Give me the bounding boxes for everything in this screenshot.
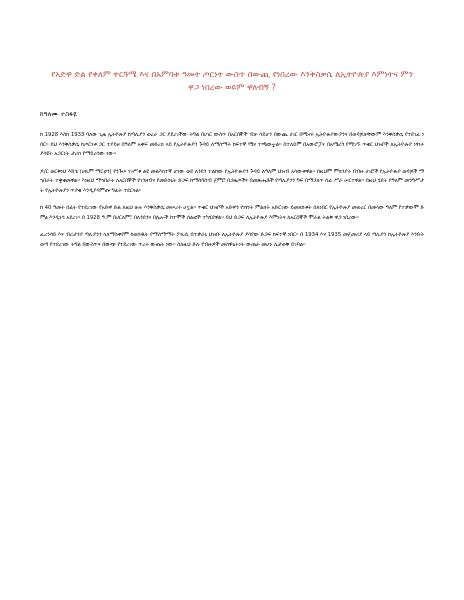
paragraph-2: ዶ/ር ወርቅነህ እሸቴ (ሀኪም ማርቲን) የንጉሠ ነገሥቱ ልዩ መልእክተኛ ሆነው ወደ ለንደን ተልከው የኢትዮጵያን ጉዳይ ለዓለም ህዝብ አሳውቀዋል። በዚህም ምክንያት በብዙ ሀገሮች የኢትዮጵያ ወዳጆች ማኅበራት ተቋቁመዋል። እነዚህ ማኅበራት ለአርበኞች የገንዘብና የመድኃኒት ድጋፍ ከማሰባሰብ ጀምሮ በጋዜጦችና በመጽሔቶች የጣሊያንን ግፍ በማጋለጥ ሰፊ ሥራ ሠርተዋል። በዚህ ሂደት የዓለም መንግሥታት የኢትዮጵያን ጥያቄ እንዲያዳምጡ ግፊት ተደርጓል። bbox=[40, 168, 424, 194]
paragraph-4: ፈረንሳይ እና ብሪታንያ ጣሊያንን ላለማስቀየም ከወሰዱት የማስማማት ፖሊሲ በተቃራኒ ህዝቡ ለኢትዮጵያ ያሳየው ድጋፍ ከፍተኛ ነበር። በ 1934 እና 1935 መጀመሪያ ላይ ጣሊያን ከኢትዮጵያ እንድትወጣ የተደረገው ትግል በውስጥና በውጭ የተደረገው ጥረት ውጤት ነው። ስለዚህ ድሉ የብዙዎች መስዋዕትነት ውጤት መሆኑ ሊታወቅ ይገባል። bbox=[40, 232, 424, 248]
author-byline: ከዓለሙ ተስፋዬ bbox=[40, 110, 78, 118]
paragraph-3: ከ 40 ዓመት በፊት የተደረገው የአድዋ ድል ለዚህ ሁሉ እንቅስቃሴ መሠረት ሆኗል። ጥቁር ህዝቦች አድዋን የነፃነት ምልክት አድርገው ይመለከቱት ስለነበር የኢትዮጵያ መወረር በመላው ዓለም የተቃውሞ ድምፅ እንዲነሳ አደረገ። በ 1928 ዓ.ም በሀርለም፣ በለንደንና በሌሎች ከተሞች ሰልፎች ተካሂደዋል። ይህ ድጋፍ ለኢትዮጵያ እምነትና ለአርበኞች ሞራል ትልቅ ዋጋ ነበረው። bbox=[40, 205, 424, 221]
document-title: የአድዋ ድል የቀለም ትርጓሜ እና በአምባቱ ዓመት ጦርነት ውስጥ በውጪ የነበረው እንቅስቃሴ ለኢትዮጵያ እምነትና ምን ዋጋ ነበረው ወይም ዋለብኝ ? bbox=[51, 69, 413, 92]
paragraph-1: ከ 1928 እስከ 1933 ባለው ጊዜ ኢትዮጵያ ከጣሊያን ወረራ ጋር ያደረገችው ትግል በሀገር ውስጥ በአርበኞች ብቻ ሳይሆን በውጪ ሀገር በሚኖሩ ኢትዮጵያውያንና በወዳጆቻቸውም እንቅስቃሴ የተደገፈ ነበር። ይህ እንቅስቃሴ ከጦርነቱ ጋር ተያይዞ በዓለም አቀፍ መድረክ ላይ የኢትዮጵያን ጉዳይ ለማሰማት ከፍተኛ ሚና ተጫውቷል። በተለይም በአውሮፓና በአሜሪካ የሚገኙ ጥቁር ህዝቦች ለኢትዮጵያ ነፃነት ያሳዩት አጋርነት ታሪክ የማይረሳው ነው። bbox=[40, 132, 424, 157]
